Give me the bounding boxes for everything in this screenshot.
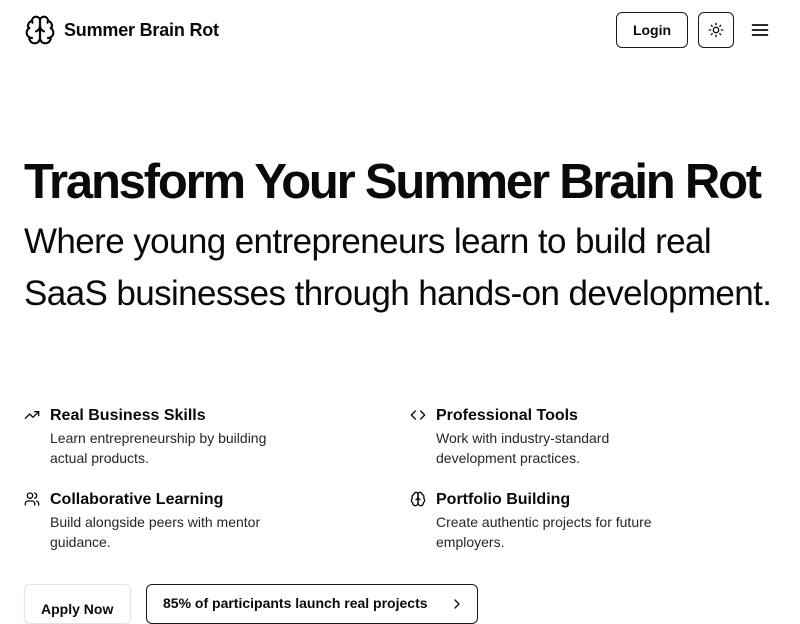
brain-icon (410, 491, 426, 507)
stat-label: 85% of participants launch real projects (163, 595, 428, 611)
site-header (0, 0, 800, 62)
feature-description: Learn entrepreneurship by building actual products. (50, 430, 267, 466)
menu-button[interactable] (748, 18, 772, 42)
feature-title: Portfolio Building (436, 491, 571, 508)
feature-description: Build alongside peers with mentor guidance. (50, 514, 261, 550)
brand-logo[interactable] (24, 14, 219, 46)
feature-title: Collaborative Learning (50, 491, 224, 508)
feature-description: Work with industry-standard development practices. (436, 430, 610, 466)
trending-up-icon (24, 407, 40, 423)
login-button[interactable]: Login (616, 12, 688, 48)
code-icon (410, 407, 426, 423)
hero-title: Transform Your Summer Brain Rot (24, 155, 760, 209)
feature-title: Real Business Skills (50, 407, 206, 424)
hero-subtitle: Where young entrepreneurs learn to build real SaaS businesses through hands-on development. (24, 222, 772, 313)
participants-stat-link[interactable] (146, 584, 478, 624)
theme-toggle-button[interactable] (698, 12, 734, 48)
chevron-right-icon (449, 596, 465, 612)
brain-icon (24, 14, 56, 46)
sun-icon (708, 22, 724, 38)
brand-title: Summer Brain Rot (64, 19, 219, 40)
feature-description: Create authentic projects for future employers. (436, 514, 652, 550)
users-icon (24, 491, 40, 507)
hamburger-menu-icon (750, 20, 770, 40)
apply-now-button[interactable]: Apply Now (24, 584, 131, 624)
feature-title: Professional Tools (436, 407, 578, 424)
